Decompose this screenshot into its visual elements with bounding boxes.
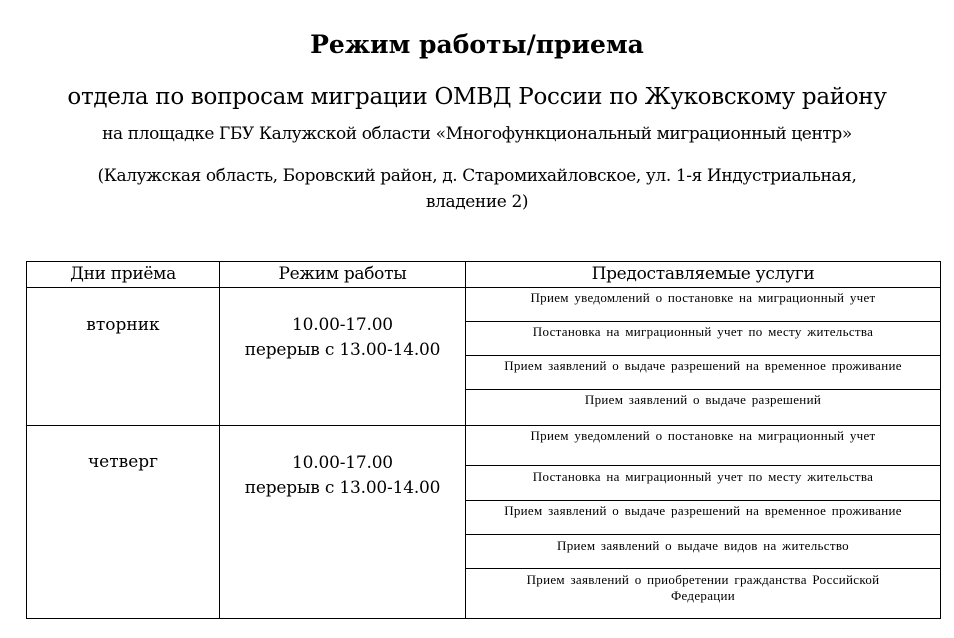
address-line-1: (Калужская область, Боровский район, д. Старомихайловское, ул. 1-я Индустриальная, — [97, 166, 857, 186]
address-block — [0, 163, 954, 215]
break-time: перерыв с 13.00-14.00 — [244, 340, 441, 360]
venue-line: на площадке ГБУ Калужской области «Многофункциональный миграционный центр» — [102, 124, 852, 144]
svc-divider — [465, 534, 941, 535]
row-divider — [26, 425, 941, 426]
day-cell: четверг — [87, 452, 159, 472]
break-time: перерыв с 13.00-14.00 — [244, 478, 441, 498]
service-item-line: Прием заявлений о приобретении гражданства Российской — [526, 572, 880, 587]
svc-divider — [465, 465, 941, 466]
address-line-2: владение 2) — [425, 192, 529, 212]
col-header-days: Дни приёма — [70, 264, 176, 284]
service-item: Прием заявлений о выдаче разрешений на временное проживание — [504, 503, 902, 518]
page-subtitle: отдела по вопросам миграции ОМВД России по Жуковскому району — [67, 84, 887, 110]
page-title: Режим работы/приема — [310, 30, 644, 59]
service-item: Прием уведомлений о постановке на миграционный учет — [530, 290, 876, 305]
table-border-right — [940, 261, 941, 619]
service-item: Постановка на миграционный учет по месту жительства — [532, 324, 874, 339]
service-item: Прием заявлений о выдаче видов на жительство — [557, 538, 849, 553]
svc-divider — [465, 321, 941, 322]
service-item — [466, 572, 940, 604]
col-header-hours: Режим работы — [278, 264, 407, 284]
day-cell: вторник — [86, 315, 160, 335]
svc-divider — [465, 568, 941, 569]
service-item: Прием уведомлений о постановке на миграционный учет — [530, 428, 876, 443]
svc-divider — [465, 355, 941, 356]
service-item: Прием заявлений о выдаче разрешений — [584, 392, 822, 407]
hours-range: 10.00-17.00 — [292, 315, 393, 335]
hours-cell — [220, 451, 465, 501]
header-divider — [26, 287, 941, 288]
svc-divider — [465, 389, 941, 390]
service-item: Прием заявлений о выдаче разрешений на временное проживание — [504, 358, 902, 373]
table-border-bottom — [26, 618, 941, 619]
svc-divider — [465, 500, 941, 501]
hours-range: 10.00-17.00 — [292, 453, 393, 473]
service-item: Постановка на миграционный учет по месту жительства — [532, 469, 874, 484]
col-header-services: Предоставляемые услуги — [591, 264, 815, 284]
hours-cell — [220, 313, 465, 363]
service-item-line: Федерации — [670, 588, 736, 603]
